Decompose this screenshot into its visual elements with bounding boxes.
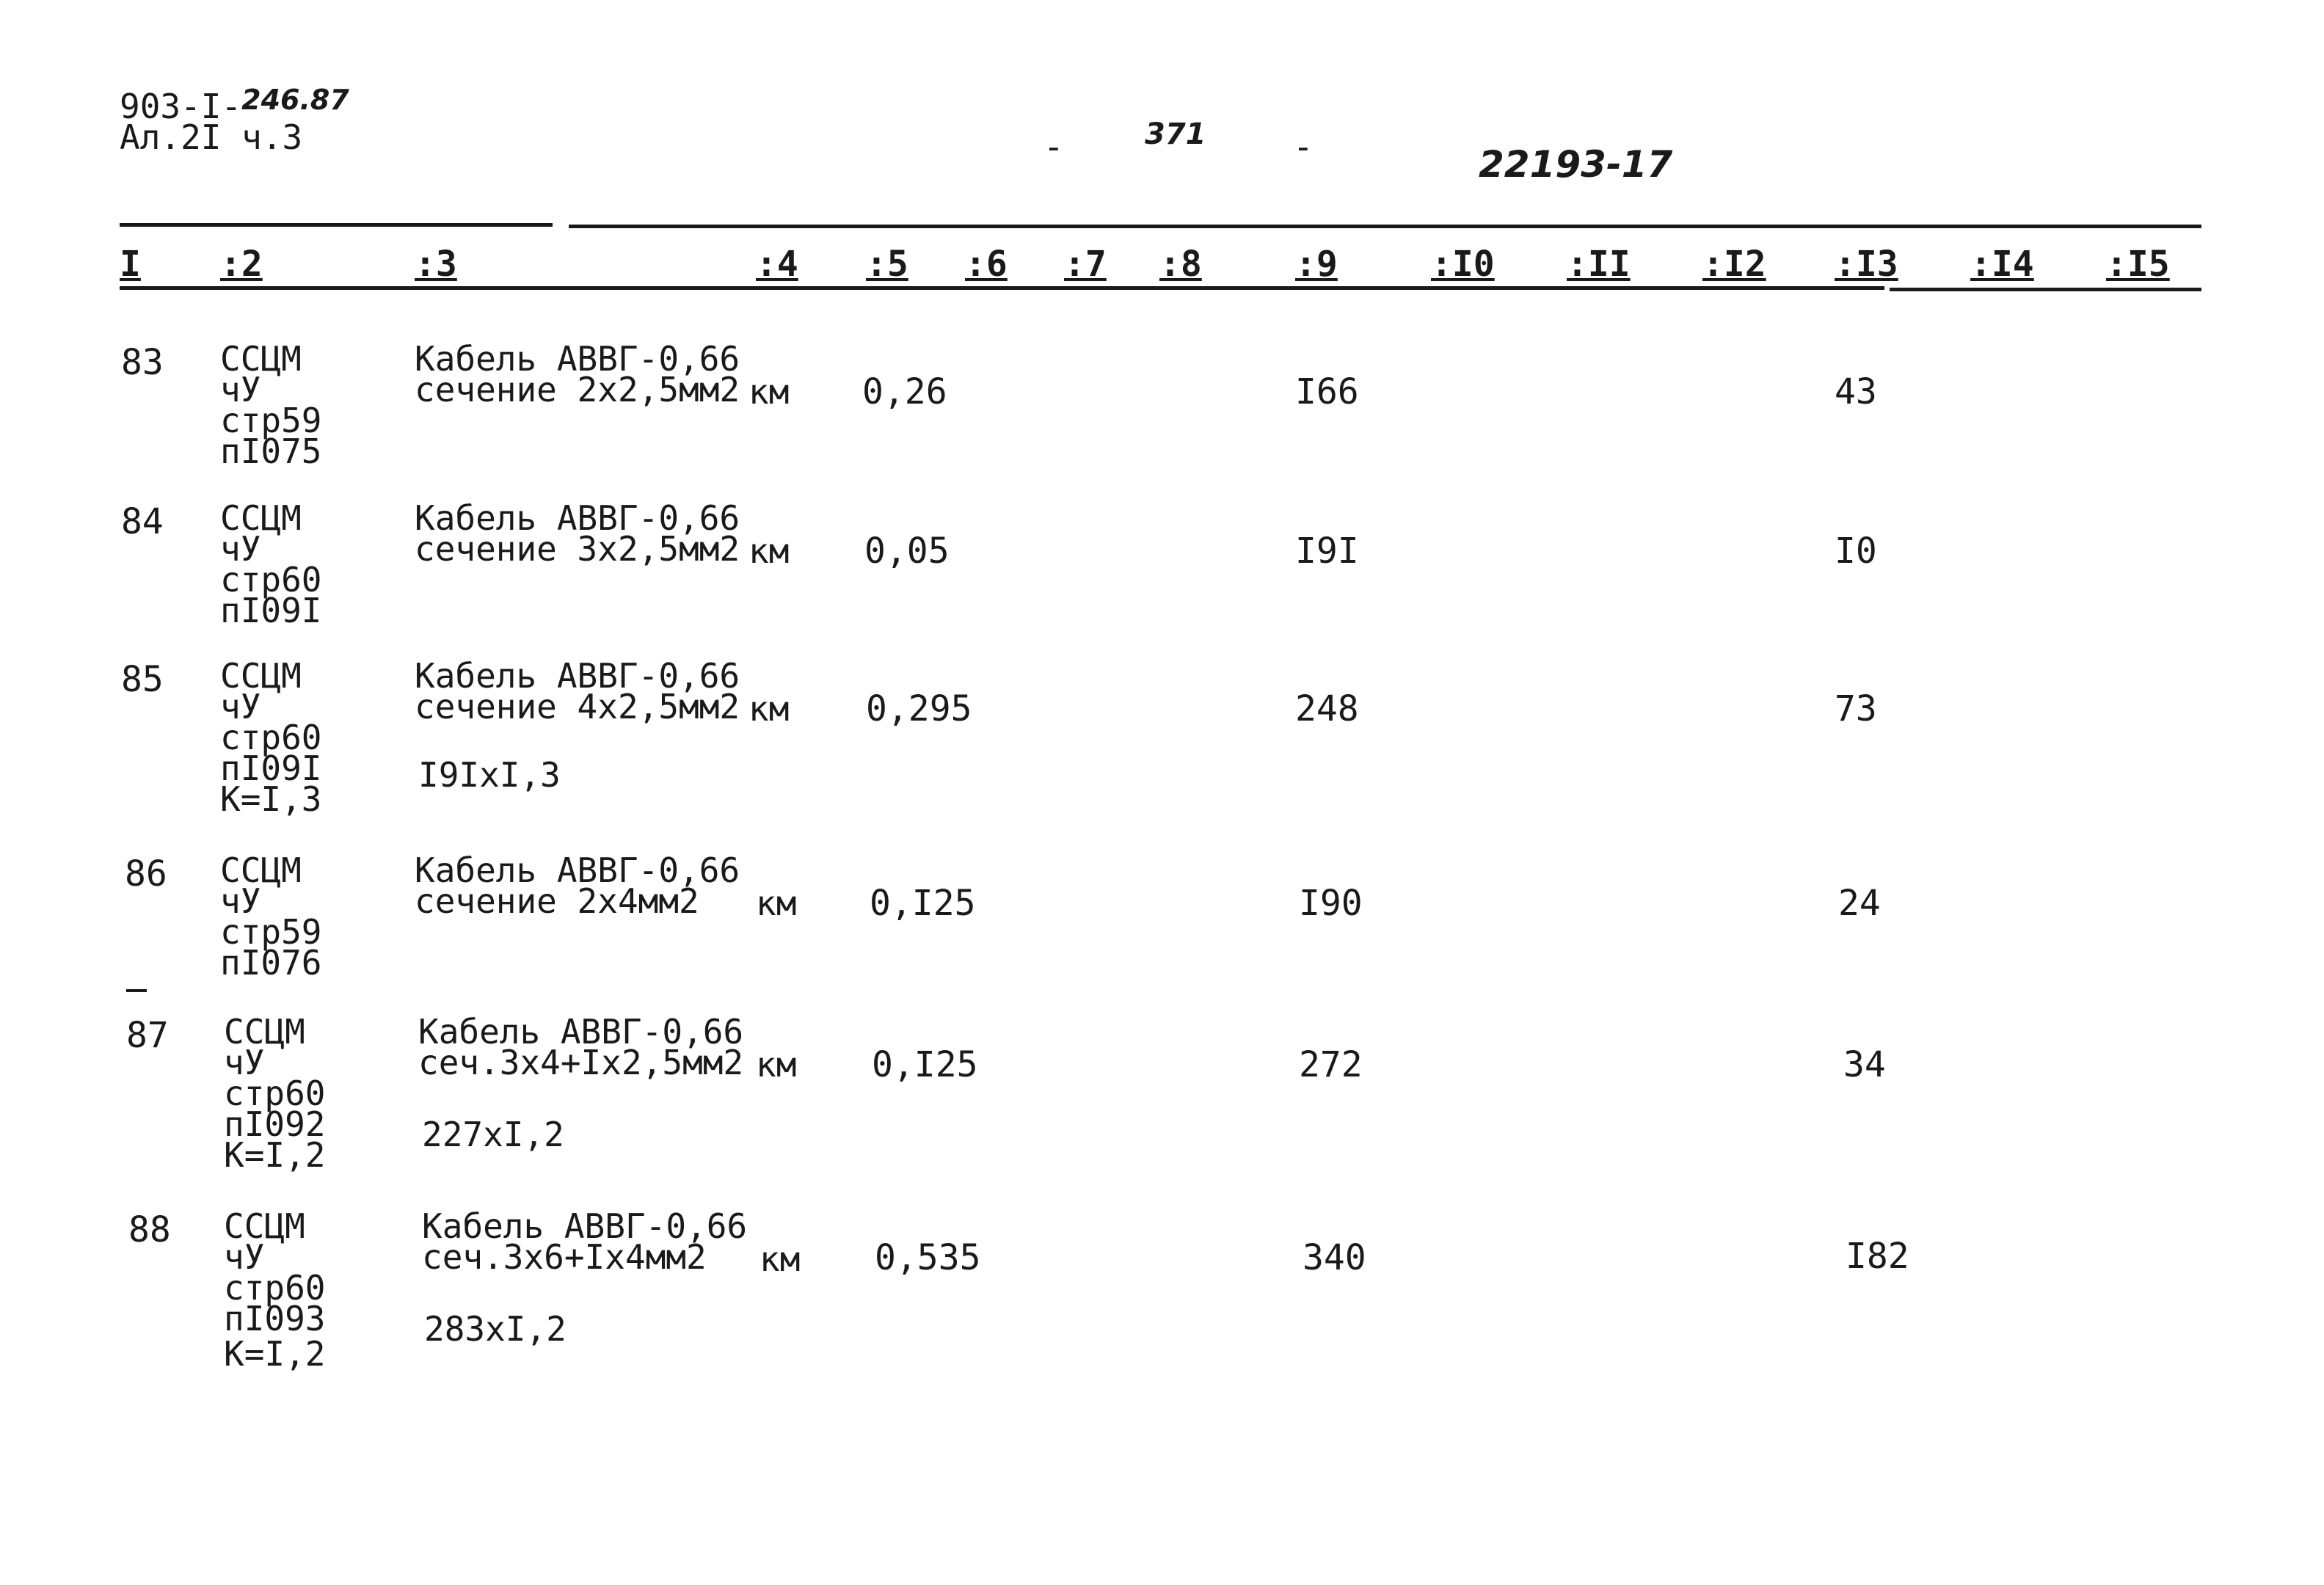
row-quantity: 0,I25: [872, 1044, 978, 1085]
ref-line: К=I,2: [224, 1135, 326, 1175]
row-number: 83: [121, 342, 164, 383]
ref-line: стр60: [224, 1074, 326, 1113]
row-col13: 34: [1843, 1044, 1886, 1085]
row-description: [418, 1012, 744, 1082]
ref-line: стр59: [220, 912, 322, 952]
ref-line: пI075: [220, 431, 322, 471]
row-col13: 73: [1835, 688, 1877, 729]
row-number: 88: [128, 1209, 171, 1250]
row-description: [415, 850, 740, 921]
row-number: 86: [125, 853, 167, 894]
doc-code-print: 903-I-: [120, 87, 242, 126]
ref-line: пI09I: [220, 748, 322, 788]
ref-line: К=I,2: [224, 1334, 326, 1374]
row-unit: км: [748, 372, 790, 412]
ref-line: ССЦМ: [224, 1206, 305, 1246]
col-header-8: :8: [1159, 244, 1202, 285]
row-number: 84: [121, 501, 164, 542]
col-header-11: :II: [1567, 244, 1631, 285]
ref-line: чУ: [224, 1237, 265, 1277]
col-header-2: :2: [220, 244, 263, 285]
col-header-12: :I2: [1702, 244, 1766, 285]
col-header-15: :I5: [2106, 244, 2170, 285]
ref-line: пI076: [220, 943, 322, 983]
top-rule-left: [120, 223, 553, 227]
col-header-14: :I4: [1970, 244, 2034, 285]
ref-line: стр60: [220, 560, 322, 600]
desc-line: сечение 2х2,5мм2: [415, 370, 740, 409]
ref-line: ССЦМ: [220, 656, 302, 696]
desc-line: сеч.3х6+Iх4мм2: [422, 1237, 707, 1277]
row-quantity: 0,295: [866, 688, 972, 729]
desc-line: сечение 2х4мм2: [415, 881, 699, 921]
row-col9: 340: [1303, 1237, 1366, 1278]
row-col13: I0: [1835, 531, 1877, 572]
row-col13: I82: [1846, 1236, 1909, 1277]
ref-line: пI093: [224, 1299, 326, 1338]
desc-line: Кабель АВВГ-0,66: [415, 656, 740, 696]
ref-line: К=I,3: [220, 779, 322, 819]
doc-code-handwritten: 246.87: [241, 84, 349, 116]
desc-line: Кабель АВВГ-0,66: [415, 850, 740, 890]
ref-line: ССЦМ: [220, 850, 302, 890]
row-description: [415, 656, 740, 726]
page-number: 371: [1145, 117, 1206, 151]
row-reference: [224, 1012, 326, 1175]
row-unit: км: [760, 1239, 801, 1279]
row-description: [422, 1206, 748, 1277]
ref-line: ССЦМ: [220, 339, 302, 379]
margin-tick: [126, 989, 147, 992]
desc-line: Кабель АВВГ-0,66: [415, 498, 740, 538]
album-ref: Ал.2I ч.3: [120, 117, 303, 157]
page-dash-right: -: [1293, 127, 1314, 167]
row-number: 87: [126, 1015, 169, 1056]
row-col9: 248: [1295, 688, 1359, 729]
header-rule-left: [120, 286, 1884, 290]
row-unit: км: [748, 689, 790, 729]
ref-line: чУ: [224, 1043, 265, 1082]
row-col9: I9I: [1295, 531, 1359, 572]
ref-line: ССЦМ: [224, 1012, 305, 1052]
row-description: [415, 498, 740, 569]
col-header-1: I: [120, 244, 141, 285]
ref-line: стр59: [220, 401, 322, 440]
row-quantity: 0,05: [864, 531, 950, 572]
col-header-3: :3: [415, 244, 457, 285]
row-col13: 43: [1835, 371, 1877, 412]
col-header-6: :6: [965, 244, 1008, 285]
page-dash-left: -: [1043, 127, 1064, 167]
row-col13: 24: [1838, 883, 1881, 924]
ref-line: чУ: [220, 370, 261, 409]
inventory-number: 22193-17: [1479, 143, 1673, 186]
row-calculation: I9IхI,3: [418, 755, 561, 795]
col-header-7: :7: [1064, 244, 1107, 285]
row-calculation: 227хI,2: [422, 1115, 564, 1154]
row-unit: км: [756, 1045, 797, 1085]
row-quantity: 0,26: [862, 371, 947, 412]
row-reference: [224, 1206, 326, 1374]
ref-line: чУ: [220, 687, 261, 726]
row-col9: 272: [1299, 1044, 1363, 1085]
desc-line: Кабель АВВГ-0,66: [415, 339, 740, 379]
ref-line: пI09I: [220, 591, 322, 630]
row-reference: [220, 339, 322, 471]
ref-line: чУ: [220, 529, 261, 569]
row-reference: [220, 850, 322, 983]
row-reference: [220, 656, 322, 819]
row-description: [415, 339, 740, 409]
col-header-9: :9: [1295, 244, 1338, 285]
desc-line: сечение 3х2,5мм2: [415, 529, 740, 569]
desc-line: Кабель АВВГ-0,66: [422, 1206, 748, 1246]
row-quantity: 0,535: [875, 1237, 981, 1278]
desc-line: сеч.3х4+Iх2,5мм2: [418, 1043, 744, 1082]
col-header-10: :I0: [1431, 244, 1495, 285]
top-rule-right: [569, 225, 2201, 228]
row-calculation: 283хI,2: [424, 1309, 567, 1349]
ref-line: стр60: [220, 718, 322, 757]
col-header-4: :4: [756, 244, 798, 285]
row-unit: км: [748, 531, 790, 571]
row-col9: I66: [1295, 371, 1359, 412]
row-quantity: 0,I25: [870, 883, 976, 924]
row-unit: км: [756, 883, 797, 923]
row-number: 85: [121, 659, 164, 700]
row-col9: I90: [1299, 883, 1363, 924]
desc-line: Кабель АВВГ-0,66: [418, 1012, 744, 1052]
col-header-13: :I3: [1835, 244, 1898, 285]
desc-line: сечение 4х2,5мм2: [415, 687, 740, 726]
row-reference: [220, 498, 322, 630]
ref-line: чУ: [220, 881, 261, 921]
header-rule-right: [1890, 288, 2201, 291]
ref-line: пI092: [224, 1104, 326, 1144]
ref-line: стр60: [224, 1268, 326, 1308]
ref-line: ССЦМ: [220, 498, 302, 538]
col-header-5: :5: [866, 244, 908, 285]
